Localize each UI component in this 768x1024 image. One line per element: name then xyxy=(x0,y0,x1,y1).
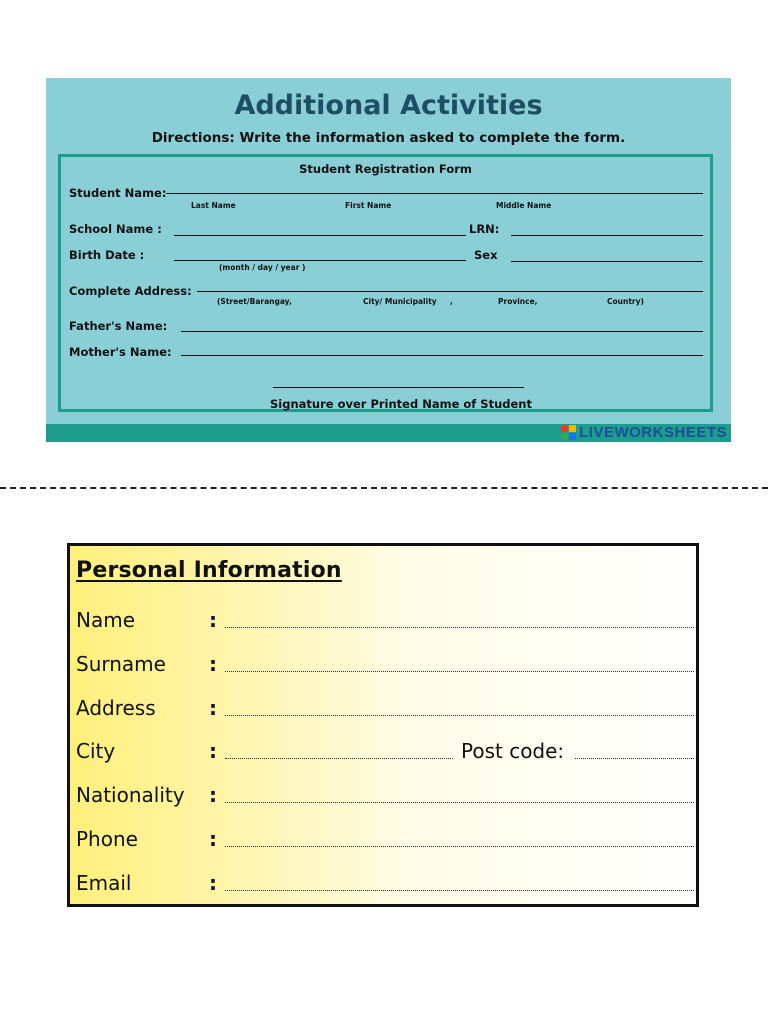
student-registration-form xyxy=(58,154,713,412)
phone-colon: : xyxy=(209,827,217,851)
nationality-colon: : xyxy=(209,783,217,807)
city-field[interactable] xyxy=(225,758,453,759)
father-name-label: Father's Name: xyxy=(69,319,168,333)
city-caption: City/ Municipality xyxy=(363,297,437,306)
address-field[interactable] xyxy=(197,291,703,292)
birth-date-field[interactable] xyxy=(174,260,466,261)
street-caption: (Street/Barangay, xyxy=(217,297,292,306)
school-name-label: School Name : xyxy=(69,222,162,236)
first-name-caption: First Name xyxy=(345,201,392,210)
address-label: Complete Address: xyxy=(69,284,192,298)
surname-colon: : xyxy=(209,652,217,676)
address-label: Address xyxy=(76,696,156,720)
email-field[interactable] xyxy=(225,890,694,891)
nationality-field[interactable] xyxy=(225,802,694,803)
personal-information-title: Personal Information xyxy=(76,558,342,583)
student-name-field[interactable] xyxy=(166,193,703,194)
activities-title: Additional Activities xyxy=(234,90,543,121)
dashed-separator xyxy=(0,487,768,489)
middle-name-caption: Middle Name xyxy=(496,201,552,210)
school-name-field[interactable] xyxy=(174,235,466,236)
post-code-label: Post code: xyxy=(461,739,565,763)
city-label: City xyxy=(76,739,116,763)
lrn-field[interactable] xyxy=(511,235,703,236)
name-label: Name xyxy=(76,608,136,632)
liveworksheets-wordmark: LIVEWORKSHEETS xyxy=(579,424,727,441)
address-field[interactable] xyxy=(225,715,694,716)
sex-field[interactable] xyxy=(511,261,703,262)
city-colon: : xyxy=(209,739,217,763)
email-label: Email xyxy=(76,871,132,895)
signature-caption: Signature over Printed Name of Student xyxy=(270,397,532,411)
signature-field[interactable] xyxy=(273,387,524,388)
activities-directions: Directions: Write the information asked to complete the form. xyxy=(151,130,626,146)
address-colon: : xyxy=(209,696,217,720)
name-colon: : xyxy=(209,608,217,632)
surname-field[interactable] xyxy=(225,671,694,672)
address-comma: , xyxy=(450,297,453,306)
last-name-caption: Last Name xyxy=(191,201,236,210)
mother-name-label: Mother's Name: xyxy=(69,345,172,359)
lrn-label: LRN: xyxy=(469,222,500,236)
mother-name-field[interactable] xyxy=(181,355,703,356)
province-caption: Province, xyxy=(498,297,538,306)
email-colon: : xyxy=(209,871,217,895)
father-name-field[interactable] xyxy=(181,331,703,332)
phone-field[interactable] xyxy=(225,846,694,847)
surname-label: Surname xyxy=(76,652,166,676)
phone-label: Phone xyxy=(76,827,138,851)
sex-label: Sex xyxy=(474,248,498,262)
name-field[interactable] xyxy=(225,627,694,628)
birth-date-hint: (month / day / year ) xyxy=(219,263,306,272)
country-caption: Country) xyxy=(607,297,644,306)
nationality-label: Nationality xyxy=(76,783,185,807)
liveworksheets-logo-icon xyxy=(561,425,576,440)
birth-date-label: Birth Date : xyxy=(69,248,145,262)
post-code-field[interactable] xyxy=(575,758,694,759)
form-heading: Student Registration Form xyxy=(299,162,472,176)
personal-information-card xyxy=(67,543,699,907)
liveworksheets-logo xyxy=(561,424,727,441)
additional-activities-card xyxy=(46,78,731,442)
student-name-label: Student Name: xyxy=(69,186,167,200)
